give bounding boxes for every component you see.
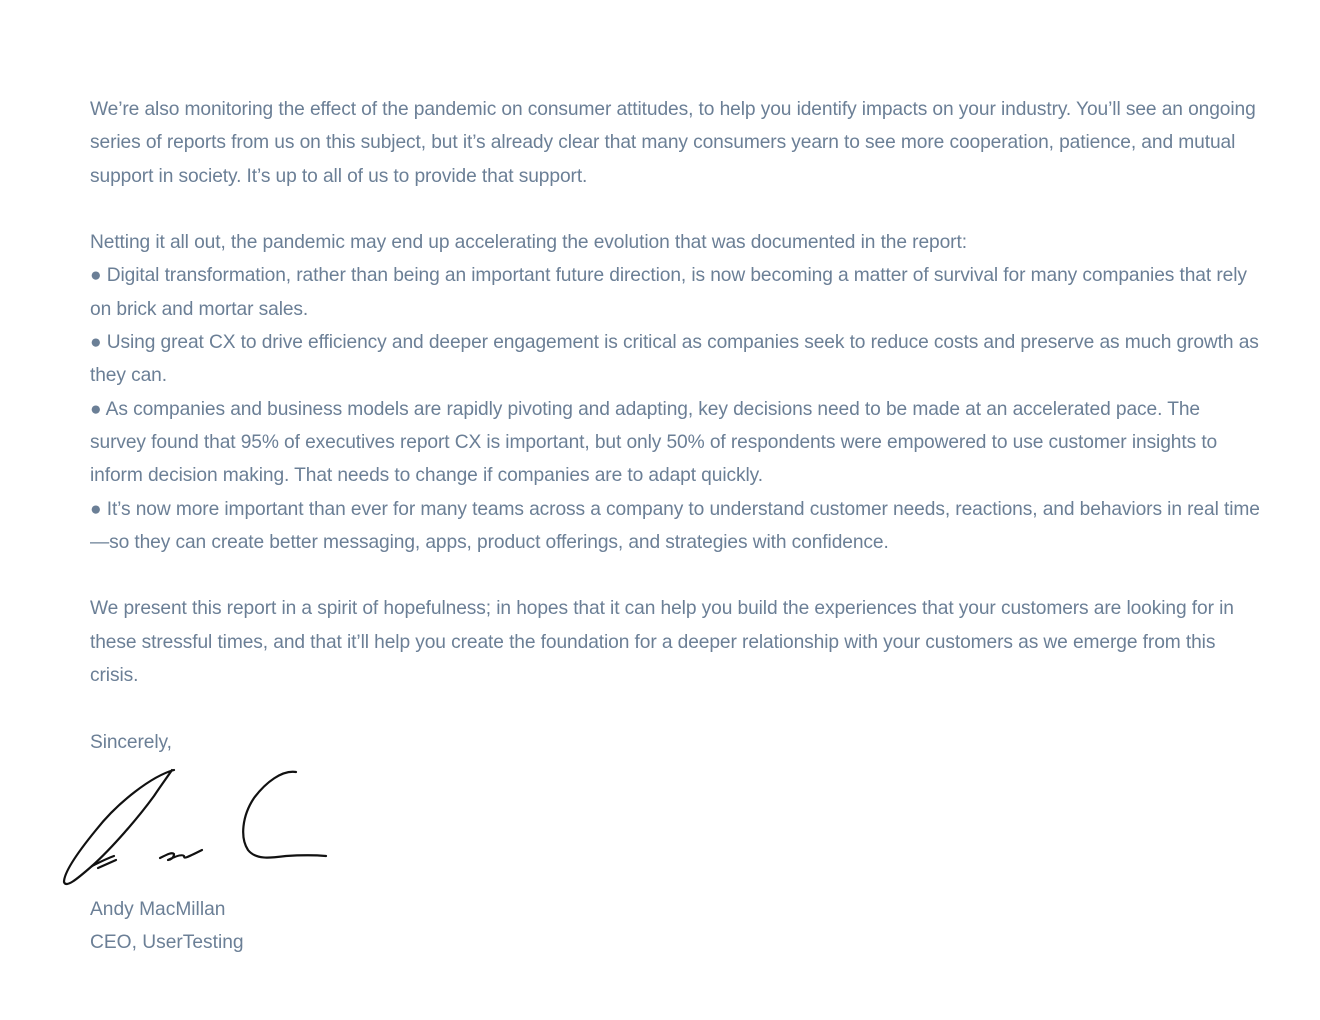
signer-block [90, 893, 244, 960]
bullet-item: ● Digital transformation, rather than being an important future direction, is now becoming a matter of survival for many companies that rely on brick and mortar sales. [90, 265, 1247, 320]
paragraph-consumer-attitudes: We’re also monitoring the effect of the pandemic on consumer attitudes, to help you identify impacts on your industry. You’ll see an ongoing series of reports from us on this subject, but it’s already clear that many consumers yearn to see more cooperation, patience, and mutual support in society. It’s up to all of us to provide that support. [90, 99, 1256, 187]
signer-title: CEO, UserTesting [90, 932, 244, 954]
paragraph-gap [90, 692, 1260, 725]
bullet-item: ● It’s now more important than ever for many teams across a company to understand customer needs, reactions, and behaviors in real time—so they can create better messaging, apps, product offerings, and strategies with confidence. [90, 498, 1260, 553]
paragraph-gap [90, 559, 1260, 592]
letter-body [90, 93, 1260, 759]
closing-salutation: Sincerely, [90, 731, 172, 753]
bullet-item: ● As companies and business models are rapidly pivoting and adapting, key decisions need to be made at an accelerated pace. The survey found that 95% of executives report CX is important, but only 50% of respondents were empowered to use customer insights to inform decision making. That needs to change if companies are to adapt quickly. [90, 398, 1218, 487]
paragraph-netting-intro: Netting it all out, the pandemic may end up accelerating the evolution that was documented in the report: [90, 232, 967, 254]
paragraph-gap [90, 193, 1260, 226]
bullet-item: ● Using great CX to drive efficiency and deeper engagement is critical as companies seek to reduce costs and preserve as much growth as they can. [90, 332, 1259, 387]
paragraph-hopefulness: We present this report in a spirit of hopefulness; in hopes that it can help you build the experiences that your customers are looking for in these stressful times, and that it’ll help you create the foundation for a deeper relationship with your customers as we emerge from this crisis. [90, 598, 1234, 687]
signer-name: Andy MacMillan [90, 899, 226, 920]
handwritten-signature [56, 762, 330, 890]
